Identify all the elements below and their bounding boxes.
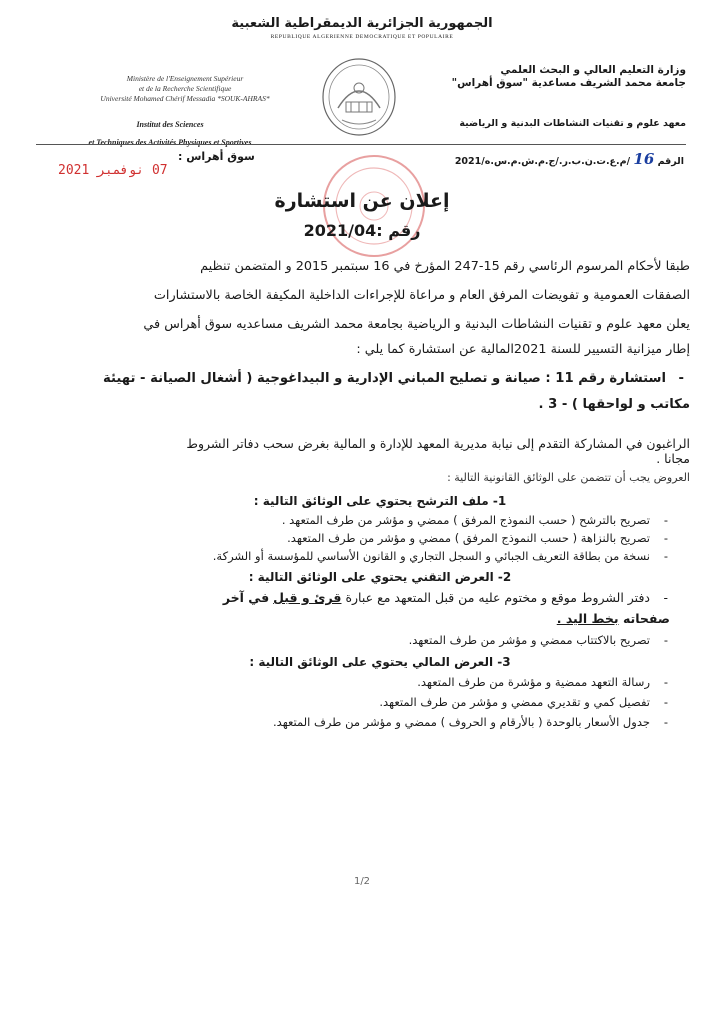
section-3-heading: 3- العرض المالي يحتوي على الوثائق التالية :: [249, 655, 511, 669]
list-item-text: صفحاته: [622, 611, 670, 626]
list-item: - جدول الأسعار بالوحدة ( بالأرقام و الحروف ) ممضي و مؤشر من طرف المتعهد.: [70, 715, 670, 730]
announcement-number: رقم :2021/04: [303, 221, 421, 240]
intro-line: إطار ميزانية التسيير للسنة 2021المالية عن استشارة كما يلي :: [356, 342, 690, 357]
french-header-block: [70, 74, 300, 104]
announcement-title: إعلان عن استشارة: [274, 190, 450, 212]
section-2-heading: 2- العرض التقني يحتوي على الوثائق التالية :: [248, 570, 512, 584]
section-1-heading: 1- ملف الترشح يحتوي على الوثائق التالية :: [253, 494, 507, 508]
ministry-french-line-2: et de la Recherche Scientifique: [138, 84, 232, 93]
country-name-arabic: الجمهورية الجزائرية الديمقراطية الشعبية: [231, 16, 493, 31]
intro-line: يعلن معهد علوم و تقنيات النشاطات البدنية و الرياضية بجامعة محمد الشريف مساعديه سوق أهراس في: [143, 317, 690, 332]
consultation-line-1: استشارة رقم 11 : صيانة و تصليح المباني الإدارية و البيداغوجية ( أشغال الصيانة - تهيئة: [103, 371, 666, 386]
reference-code: /م.ع.ت.ن.ب.ر./ج.م.ش.م.س.ه/2021: [454, 156, 631, 167]
handwritten-reference-number: 16: [633, 150, 655, 168]
list-item-text: دفتر الشروط موقع و مختوم عليه من قبل المتعهد مع عبارة: [345, 590, 650, 605]
date-stamp: 07 نوفمبر 2021: [58, 163, 168, 178]
emphasis-handwritten: بخط اليد .: [556, 611, 619, 626]
consultation-item: - استشارة رقم 11 : صيانة و تصليح المباني الإدارية و البيداغوجية ( أشغال الصيانة - تهيئة مكاتب و لواحقها ) - 3 .: [70, 366, 690, 418]
ministry-arabic: وزارة التعليم العالي و البحث العلمي: [500, 64, 686, 76]
city-date-label: سوق أهراس :: [178, 150, 255, 163]
intro-line: الصفقات العمومية و تفويضات المرفق العام و مراعاة للإجراءات الداخلية المكيفة الخاصة بالاستشارات: [153, 288, 690, 303]
list-item: - رسالة التعهد ممضية و مؤشرة من طرف المتعهد.: [70, 675, 670, 690]
list-item: - تصريح بالاكتتاب ممضي و مؤشر من طرف المتعهد.: [70, 633, 670, 648]
ministry-french-line-1: Ministère de l'Enseignement Supérieur: [126, 74, 244, 83]
list-item: [70, 590, 670, 605]
list-item-tail: في آخر: [222, 590, 270, 605]
university-french: Université Mohamed Chérif Messadia *SOUK-AHRAS*: [100, 94, 270, 103]
emphasis-read-approved: قرئ و قبل: [273, 590, 342, 605]
list-item: - نسخة من بطاقة التعريف الجبائي و السجل التجاري و القانون الأساسي للمؤسسة أو الشركة.: [70, 549, 670, 564]
intro-paragraph: [70, 256, 690, 360]
bidders-line-1: الراغبون في المشاركة التقدم إلى نيابة مديرية المعهد للإدارة و المالية بغرض سحب دفاتر الشروط: [186, 436, 690, 451]
reference-line: [455, 150, 684, 168]
page-number: 1/2: [353, 876, 371, 887]
bidders-paragraph: [70, 436, 690, 466]
intro-line: طبقا لأحكام المرسوم الرئاسي رقم 15-247 المؤرخ في 16 سبتمبر 2015 و المتضمن تنظيم: [200, 259, 690, 274]
institute-arabic: معهد علوم و تقنيات النشاطات البدنية و الرياضية: [459, 118, 686, 129]
consultation-line-2: مكاتب و لواحقها ) - 3 .: [538, 397, 690, 412]
university-arabic: جامعة محمد الشريف مساعدية "سوق أهراس": [451, 77, 686, 89]
reference-label: الرقم: [657, 156, 684, 167]
institute-french-line-1: Institut des Sciences: [136, 120, 204, 129]
offers-intro: العروض يجب أن تتضمن على الوثائق القانونية التالية :: [447, 471, 690, 484]
header-divider: [36, 144, 686, 145]
institute-french-block: [40, 116, 300, 152]
list-item: - تصريح بالنزاهة ( حسب النموذج المرفق ) ممضي و مؤشر من طرف المتعهد.: [70, 531, 670, 546]
country-name-french: REPUBLIQUE ALGERIENNE DEMOCRATIQUE ET POPULAIRE: [270, 34, 454, 40]
arabic-header-block: [426, 64, 686, 90]
institute-french-line-2: et Techniques des Activités Physiques et Sportives: [88, 138, 252, 147]
list-item: - تصريح بالترشح ( حسب النموذج المرفق ) ممضي و مؤشر من طرف المتعهد .: [70, 513, 670, 528]
list-item-continuation: [70, 611, 670, 626]
list-item: - تفصيل كمي و تقديري ممضي و مؤشر من طرف المتعهد.: [70, 695, 670, 710]
bidders-line-2: مجانا .: [656, 451, 690, 466]
